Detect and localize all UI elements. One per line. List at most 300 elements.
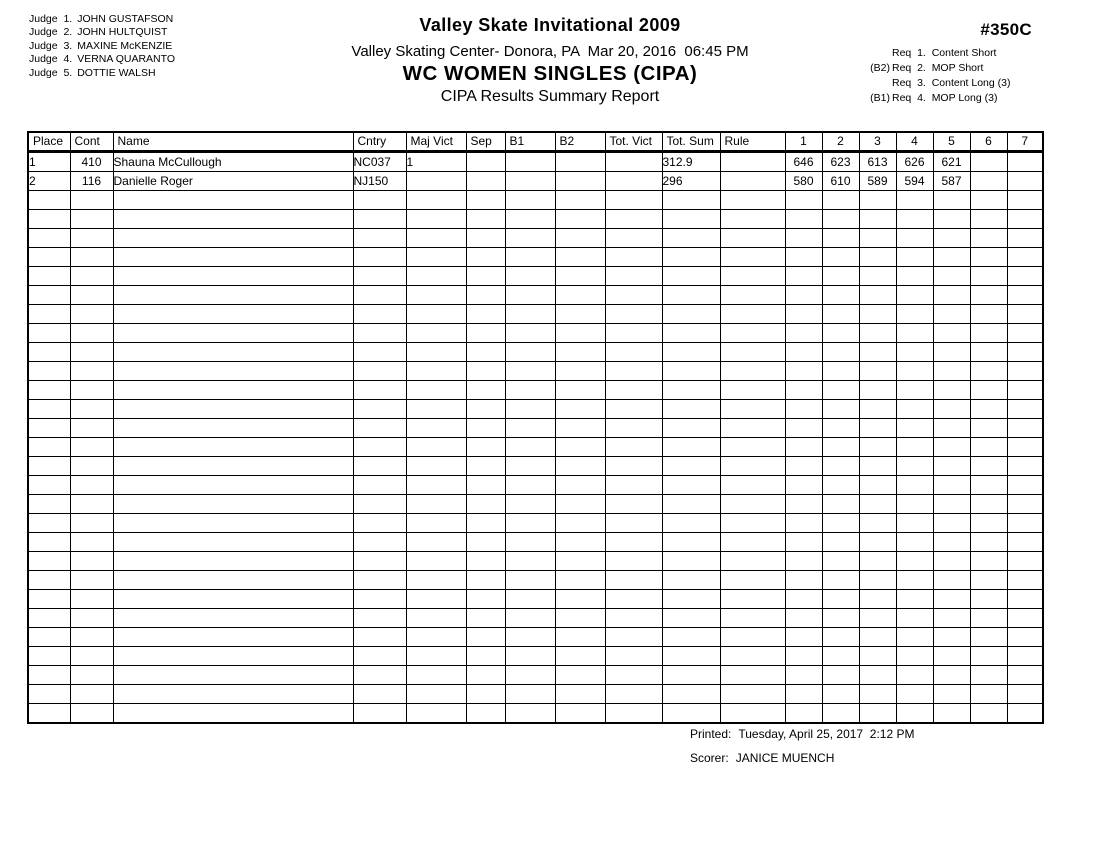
cell-j2 bbox=[822, 381, 859, 400]
cell-tot_sum bbox=[662, 286, 720, 305]
cell-sep bbox=[466, 590, 505, 609]
cell-rule bbox=[720, 685, 785, 704]
cell-j7 bbox=[1007, 172, 1043, 191]
cell-tot_vict bbox=[605, 248, 662, 267]
cell-cntry bbox=[353, 438, 406, 457]
cell-j6 bbox=[970, 609, 1007, 628]
requirement-text: Req 3. Content Long (3) bbox=[892, 77, 1011, 89]
requirement-prefix bbox=[866, 76, 890, 91]
cell-j4 bbox=[896, 229, 933, 248]
cell-place bbox=[28, 628, 70, 647]
cell-j6 bbox=[970, 685, 1007, 704]
cell-tot_sum: 296 bbox=[662, 172, 720, 191]
cell-j7 bbox=[1007, 191, 1043, 210]
table-row bbox=[28, 704, 1043, 723]
cell-j4 bbox=[896, 628, 933, 647]
column-header-rule: Rule bbox=[720, 132, 785, 152]
cell-j6 bbox=[970, 476, 1007, 495]
cell-j1 bbox=[785, 248, 822, 267]
cell-name bbox=[113, 704, 353, 723]
cell-j2 bbox=[822, 533, 859, 552]
cell-b1 bbox=[505, 248, 555, 267]
cell-cont bbox=[70, 533, 113, 552]
cell-j6 bbox=[970, 666, 1007, 685]
cell-name bbox=[113, 571, 353, 590]
cell-rule bbox=[720, 324, 785, 343]
cell-j7 bbox=[1007, 685, 1043, 704]
cell-tot_vict bbox=[605, 438, 662, 457]
cell-maj_vict bbox=[406, 362, 466, 381]
cell-b1 bbox=[505, 533, 555, 552]
cell-cont bbox=[70, 267, 113, 286]
cell-sep bbox=[466, 514, 505, 533]
cell-j7 bbox=[1007, 229, 1043, 248]
scorer-value: JANICE MUENCH bbox=[735, 751, 835, 765]
cell-cntry bbox=[353, 571, 406, 590]
cell-b1 bbox=[505, 191, 555, 210]
cell-j2: 623 bbox=[822, 152, 859, 172]
cell-sep bbox=[466, 400, 505, 419]
cell-place bbox=[28, 571, 70, 590]
table-row bbox=[28, 305, 1043, 324]
cell-tot_sum bbox=[662, 362, 720, 381]
cell-tot_sum bbox=[662, 229, 720, 248]
column-header-b2: B2 bbox=[555, 132, 605, 152]
cell-b2 bbox=[555, 495, 605, 514]
cell-cntry bbox=[353, 305, 406, 324]
cell-j2 bbox=[822, 552, 859, 571]
cell-b2 bbox=[555, 343, 605, 362]
cell-rule bbox=[720, 666, 785, 685]
cell-j3 bbox=[859, 210, 896, 229]
cell-maj_vict bbox=[406, 628, 466, 647]
cell-place bbox=[28, 305, 70, 324]
cell-cntry bbox=[353, 191, 406, 210]
judge-name: JOHN HULTQUIST bbox=[77, 26, 168, 39]
cell-j7 bbox=[1007, 552, 1043, 571]
cell-tot_vict bbox=[605, 191, 662, 210]
cell-j4 bbox=[896, 495, 933, 514]
cell-tot_sum bbox=[662, 571, 720, 590]
cell-sep bbox=[466, 438, 505, 457]
cell-j1 bbox=[785, 533, 822, 552]
cell-place bbox=[28, 210, 70, 229]
cell-tot_sum bbox=[662, 191, 720, 210]
cell-rule bbox=[720, 438, 785, 457]
cell-j3 bbox=[859, 419, 896, 438]
cell-name bbox=[113, 628, 353, 647]
venue-date-line: Valley Skating Center- Donora, PA Mar 20, 2016 06:45 PM bbox=[351, 43, 749, 60]
judge-label: Judge 4. bbox=[29, 53, 73, 66]
cell-name bbox=[113, 286, 353, 305]
cell-j3 bbox=[859, 533, 896, 552]
cell-j4 bbox=[896, 438, 933, 457]
cell-j7 bbox=[1007, 457, 1043, 476]
cell-cntry bbox=[353, 381, 406, 400]
cell-j7 bbox=[1007, 666, 1043, 685]
cell-b1 bbox=[505, 400, 555, 419]
cell-cntry bbox=[353, 267, 406, 286]
cell-j5: 587 bbox=[933, 172, 970, 191]
cell-j7 bbox=[1007, 533, 1043, 552]
cell-sep bbox=[466, 609, 505, 628]
cell-j1 bbox=[785, 400, 822, 419]
cell-j4 bbox=[896, 590, 933, 609]
cell-maj_vict bbox=[406, 229, 466, 248]
cell-cont bbox=[70, 324, 113, 343]
cell-b1 bbox=[505, 324, 555, 343]
cell-j3 bbox=[859, 248, 896, 267]
cell-maj_vict bbox=[406, 438, 466, 457]
cell-j1 bbox=[785, 495, 822, 514]
cell-j3 bbox=[859, 343, 896, 362]
column-header-j2: 2 bbox=[822, 132, 859, 152]
table-row bbox=[28, 172, 1043, 191]
cell-j3 bbox=[859, 191, 896, 210]
cell-b2 bbox=[555, 647, 605, 666]
cell-j7 bbox=[1007, 305, 1043, 324]
table-row bbox=[28, 400, 1043, 419]
cell-place bbox=[28, 267, 70, 286]
table-row bbox=[28, 210, 1043, 229]
cell-b2 bbox=[555, 210, 605, 229]
cell-j6 bbox=[970, 305, 1007, 324]
column-header-tot_vict: Tot. Vict bbox=[605, 132, 662, 152]
cell-cont bbox=[70, 229, 113, 248]
cell-place bbox=[28, 248, 70, 267]
cell-cont bbox=[70, 457, 113, 476]
printed-label: Printed: bbox=[690, 727, 732, 741]
cell-tot_sum bbox=[662, 305, 720, 324]
cell-j7 bbox=[1007, 514, 1043, 533]
cell-j1 bbox=[785, 704, 822, 723]
cell-b2 bbox=[555, 571, 605, 590]
cell-maj_vict bbox=[406, 476, 466, 495]
cell-j6 bbox=[970, 704, 1007, 723]
cell-j1 bbox=[785, 438, 822, 457]
cell-b1 bbox=[505, 267, 555, 286]
cell-maj_vict bbox=[406, 571, 466, 590]
cell-maj_vict bbox=[406, 210, 466, 229]
results-table bbox=[27, 131, 1044, 724]
cell-j1 bbox=[785, 457, 822, 476]
cell-j7 bbox=[1007, 324, 1043, 343]
cell-maj_vict bbox=[406, 685, 466, 704]
cell-rule bbox=[720, 514, 785, 533]
cell-rule bbox=[720, 267, 785, 286]
column-header-j7: 7 bbox=[1007, 132, 1043, 152]
cell-place bbox=[28, 191, 70, 210]
cell-j5 bbox=[933, 685, 970, 704]
column-header-j3: 3 bbox=[859, 132, 896, 152]
cell-j5 bbox=[933, 343, 970, 362]
column-header-cont: Cont bbox=[70, 132, 113, 152]
cell-rule bbox=[720, 343, 785, 362]
cell-j1 bbox=[785, 210, 822, 229]
cell-place bbox=[28, 229, 70, 248]
cell-tot_vict bbox=[605, 381, 662, 400]
cell-name bbox=[113, 590, 353, 609]
cell-j3 bbox=[859, 590, 896, 609]
cell-cont bbox=[70, 609, 113, 628]
cell-sep bbox=[466, 704, 505, 723]
cell-tot_vict bbox=[605, 172, 662, 191]
cell-tot_sum bbox=[662, 628, 720, 647]
cell-b1 bbox=[505, 286, 555, 305]
cell-j6 bbox=[970, 514, 1007, 533]
cell-b2 bbox=[555, 324, 605, 343]
cell-name bbox=[113, 381, 353, 400]
cell-j4 bbox=[896, 609, 933, 628]
cell-b2 bbox=[555, 191, 605, 210]
table-row bbox=[28, 438, 1043, 457]
cell-maj_vict bbox=[406, 419, 466, 438]
cell-maj_vict bbox=[406, 172, 466, 191]
cell-place bbox=[28, 324, 70, 343]
scorer-label: Scorer: bbox=[690, 751, 729, 765]
table-row bbox=[28, 533, 1043, 552]
cell-rule bbox=[720, 590, 785, 609]
cell-j5 bbox=[933, 362, 970, 381]
cell-j4 bbox=[896, 704, 933, 723]
cell-b2 bbox=[555, 419, 605, 438]
table-row bbox=[28, 685, 1043, 704]
table-row bbox=[28, 343, 1043, 362]
cell-j1 bbox=[785, 552, 822, 571]
cell-j3 bbox=[859, 286, 896, 305]
cell-j7 bbox=[1007, 571, 1043, 590]
cell-cntry bbox=[353, 666, 406, 685]
cell-sep bbox=[466, 248, 505, 267]
cell-j1 bbox=[785, 571, 822, 590]
cell-tot_vict bbox=[605, 324, 662, 343]
cell-tot_sum bbox=[662, 704, 720, 723]
table-row bbox=[28, 381, 1043, 400]
cell-tot_sum: 312.9 bbox=[662, 152, 720, 172]
cell-j3 bbox=[859, 704, 896, 723]
cell-j1 bbox=[785, 666, 822, 685]
cell-cont bbox=[70, 476, 113, 495]
cell-b2 bbox=[555, 609, 605, 628]
cell-b1 bbox=[505, 210, 555, 229]
cell-maj_vict bbox=[406, 533, 466, 552]
cell-j5 bbox=[933, 590, 970, 609]
cell-cont: 116 bbox=[70, 172, 113, 191]
cell-j2 bbox=[822, 476, 859, 495]
cell-cntry bbox=[353, 495, 406, 514]
judge-name: DOTTIE WALSH bbox=[77, 66, 156, 79]
cell-b2 bbox=[555, 267, 605, 286]
cell-rule bbox=[720, 533, 785, 552]
cell-j2 bbox=[822, 571, 859, 590]
cell-j7 bbox=[1007, 590, 1043, 609]
cell-j5 bbox=[933, 419, 970, 438]
cell-tot_vict bbox=[605, 267, 662, 286]
cell-j5 bbox=[933, 514, 970, 533]
cell-j5 bbox=[933, 457, 970, 476]
cell-tot_sum bbox=[662, 514, 720, 533]
requirement-text: Req 1. Content Short bbox=[892, 47, 997, 59]
cell-cont bbox=[70, 704, 113, 723]
cell-j7 bbox=[1007, 381, 1043, 400]
cell-j5 bbox=[933, 229, 970, 248]
cell-j2 bbox=[822, 514, 859, 533]
cell-j1 bbox=[785, 381, 822, 400]
cell-j6 bbox=[970, 172, 1007, 191]
judge-label: Judge 2. bbox=[29, 26, 73, 39]
cell-tot_vict bbox=[605, 210, 662, 229]
cell-cntry bbox=[353, 248, 406, 267]
cell-cntry bbox=[353, 457, 406, 476]
cell-j1 bbox=[785, 305, 822, 324]
cell-maj_vict bbox=[406, 343, 466, 362]
cell-name bbox=[113, 229, 353, 248]
cell-cont bbox=[70, 552, 113, 571]
cell-rule bbox=[720, 400, 785, 419]
cell-place: 2 bbox=[28, 172, 70, 191]
cell-sep bbox=[466, 685, 505, 704]
cell-rule bbox=[720, 704, 785, 723]
cell-rule bbox=[720, 172, 785, 191]
cell-j2 bbox=[822, 704, 859, 723]
cell-j5 bbox=[933, 704, 970, 723]
cell-cont bbox=[70, 647, 113, 666]
cell-maj_vict bbox=[406, 191, 466, 210]
cell-name bbox=[113, 324, 353, 343]
cell-j7 bbox=[1007, 152, 1043, 172]
cell-j7 bbox=[1007, 419, 1043, 438]
cell-rule bbox=[720, 609, 785, 628]
cell-j5 bbox=[933, 609, 970, 628]
cell-cntry bbox=[353, 647, 406, 666]
cell-cont bbox=[70, 419, 113, 438]
cell-j5 bbox=[933, 267, 970, 286]
cell-maj_vict bbox=[406, 609, 466, 628]
cell-j3 bbox=[859, 457, 896, 476]
cell-j7 bbox=[1007, 476, 1043, 495]
cell-sep bbox=[466, 305, 505, 324]
cell-j1 bbox=[785, 324, 822, 343]
cell-j1 bbox=[785, 419, 822, 438]
cell-sep bbox=[466, 552, 505, 571]
cell-j2: 610 bbox=[822, 172, 859, 191]
cell-j6 bbox=[970, 381, 1007, 400]
cell-place bbox=[28, 533, 70, 552]
cell-rule bbox=[720, 152, 785, 172]
cell-b2 bbox=[555, 457, 605, 476]
cell-place bbox=[28, 552, 70, 571]
cell-tot_vict bbox=[605, 609, 662, 628]
cell-j2 bbox=[822, 419, 859, 438]
cell-tot_vict bbox=[605, 590, 662, 609]
cell-sep bbox=[466, 267, 505, 286]
cell-j6 bbox=[970, 457, 1007, 476]
cell-j6 bbox=[970, 533, 1007, 552]
cell-sep bbox=[466, 191, 505, 210]
cell-place bbox=[28, 457, 70, 476]
column-header-maj_vict: Maj Vict bbox=[406, 132, 466, 152]
table-row bbox=[28, 267, 1043, 286]
cell-j1: 646 bbox=[785, 152, 822, 172]
cell-j3 bbox=[859, 400, 896, 419]
cell-j2 bbox=[822, 324, 859, 343]
cell-sep bbox=[466, 647, 505, 666]
table-row bbox=[28, 191, 1043, 210]
table-row bbox=[28, 571, 1043, 590]
cell-tot_sum bbox=[662, 324, 720, 343]
table-head bbox=[28, 132, 1043, 152]
cell-cntry bbox=[353, 685, 406, 704]
cell-j2 bbox=[822, 362, 859, 381]
cell-j5 bbox=[933, 381, 970, 400]
cell-cont bbox=[70, 305, 113, 324]
cell-cntry bbox=[353, 552, 406, 571]
cell-j1 bbox=[785, 685, 822, 704]
cell-b1 bbox=[505, 685, 555, 704]
cell-tot_vict bbox=[605, 533, 662, 552]
cell-b1 bbox=[505, 609, 555, 628]
cell-b2 bbox=[555, 438, 605, 457]
column-header-tot_sum: Tot. Sum bbox=[662, 132, 720, 152]
cell-sep bbox=[466, 419, 505, 438]
cell-rule bbox=[720, 210, 785, 229]
cell-j1 bbox=[785, 476, 822, 495]
cell-j7 bbox=[1007, 495, 1043, 514]
cell-cntry bbox=[353, 628, 406, 647]
cell-j2 bbox=[822, 628, 859, 647]
cell-tot_sum bbox=[662, 609, 720, 628]
cell-j3 bbox=[859, 381, 896, 400]
cell-j2 bbox=[822, 343, 859, 362]
cell-tot_sum bbox=[662, 400, 720, 419]
cell-j6 bbox=[970, 286, 1007, 305]
table-row bbox=[28, 495, 1043, 514]
cell-b2 bbox=[555, 286, 605, 305]
column-header-sep: Sep bbox=[466, 132, 505, 152]
cell-j7 bbox=[1007, 628, 1043, 647]
cell-b1 bbox=[505, 343, 555, 362]
table-row bbox=[28, 552, 1043, 571]
cell-j7 bbox=[1007, 609, 1043, 628]
cell-sep bbox=[466, 533, 505, 552]
cell-j5 bbox=[933, 647, 970, 666]
cell-j6 bbox=[970, 419, 1007, 438]
cell-b2 bbox=[555, 152, 605, 172]
column-header-b1: B1 bbox=[505, 132, 555, 152]
cell-j6 bbox=[970, 571, 1007, 590]
event-title: Valley Skate Invitational 2009 bbox=[419, 15, 681, 35]
cell-j2 bbox=[822, 400, 859, 419]
cell-j2 bbox=[822, 210, 859, 229]
cell-b1 bbox=[505, 666, 555, 685]
cell-j6 bbox=[970, 495, 1007, 514]
cell-cntry bbox=[353, 400, 406, 419]
cell-j7 bbox=[1007, 286, 1043, 305]
cell-b2 bbox=[555, 552, 605, 571]
cell-place: 1 bbox=[28, 152, 70, 172]
cell-maj_vict: 1 bbox=[406, 152, 466, 172]
cell-tot_sum bbox=[662, 210, 720, 229]
cell-b1 bbox=[505, 704, 555, 723]
cell-tot_sum bbox=[662, 419, 720, 438]
cell-j4 bbox=[896, 533, 933, 552]
cell-j3 bbox=[859, 685, 896, 704]
cell-b1 bbox=[505, 419, 555, 438]
cell-name: Danielle Roger bbox=[113, 172, 353, 191]
cell-b2 bbox=[555, 476, 605, 495]
cell-j1 bbox=[785, 514, 822, 533]
cell-j5 bbox=[933, 324, 970, 343]
